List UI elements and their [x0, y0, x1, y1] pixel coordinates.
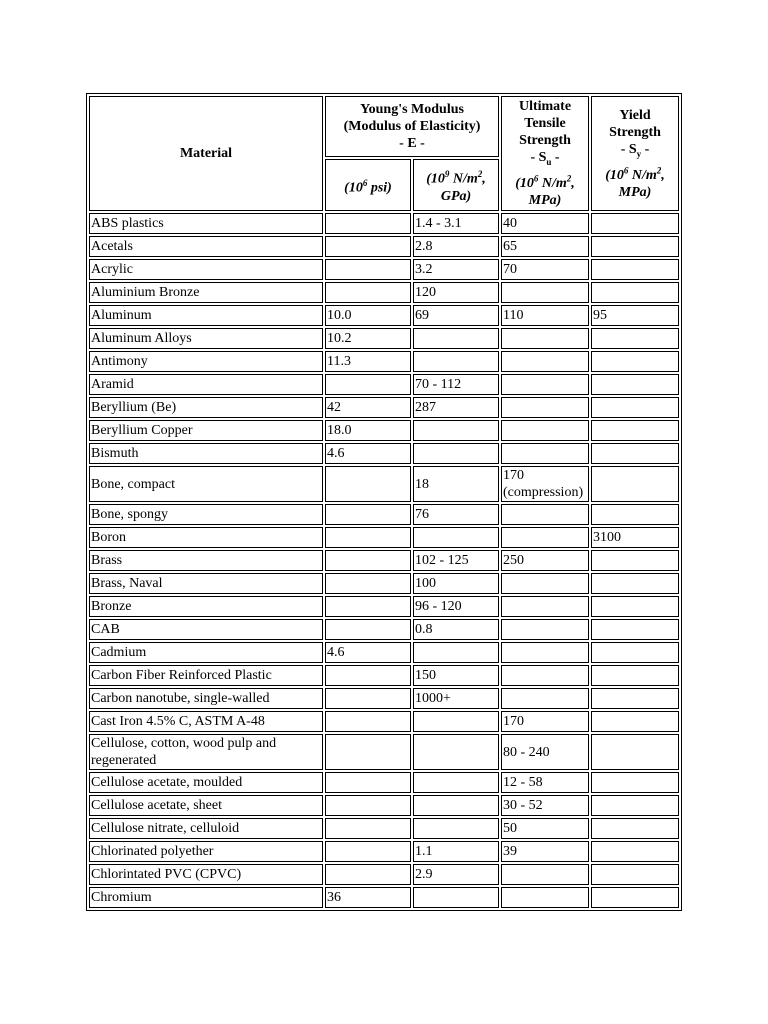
cell-ultimate-tensile-strength [501, 864, 589, 885]
cell-ultimate-tensile-strength: 30 - 52 [501, 795, 589, 816]
cell-yield-strength [591, 374, 679, 395]
table-row [89, 665, 679, 686]
cell-modulus-psi [325, 550, 411, 571]
cell-modulus-psi [325, 818, 411, 839]
table-row [89, 887, 679, 908]
table-row [89, 351, 679, 372]
cell-ultimate-tensile-strength [501, 688, 589, 709]
cell-modulus-psi [325, 795, 411, 816]
cell-material: Chlorintated PVC (CPVC) [89, 864, 323, 885]
cell-yield-strength [591, 397, 679, 418]
table-row [89, 282, 679, 303]
cell-ultimate-tensile-strength [501, 596, 589, 617]
cell-yield-strength [591, 772, 679, 793]
cell-yield-strength [591, 550, 679, 571]
cell-modulus-gpa: 1.1 [413, 841, 499, 862]
cell-modulus-gpa [413, 420, 499, 441]
cell-ultimate-tensile-strength: 39 [501, 841, 589, 862]
cell-yield-strength [591, 795, 679, 816]
cell-yield-strength [591, 351, 679, 372]
cell-material: Cadmium [89, 642, 323, 663]
cell-modulus-gpa: 76 [413, 504, 499, 525]
cell-modulus-psi [325, 841, 411, 862]
table-row [89, 772, 679, 793]
cell-modulus-psi: 11.3 [325, 351, 411, 372]
cell-material: Brass [89, 550, 323, 571]
cell-modulus-psi [325, 236, 411, 257]
cell-material: Aluminum Alloys [89, 328, 323, 349]
cell-modulus-psi: 42 [325, 397, 411, 418]
cell-modulus-gpa: 18 [413, 466, 499, 502]
cell-modulus-psi [325, 282, 411, 303]
cell-material: CAB [89, 619, 323, 640]
cell-ultimate-tensile-strength [501, 573, 589, 594]
cell-ultimate-tensile-strength [501, 420, 589, 441]
cell-yield-strength [591, 504, 679, 525]
cell-ultimate-tensile-strength: 170 (compression) [501, 466, 589, 502]
cell-modulus-gpa [413, 818, 499, 839]
cell-material: Cast Iron 4.5% C, ASTM A-48 [89, 711, 323, 732]
cell-modulus-gpa: 2.9 [413, 864, 499, 885]
cell-ultimate-tensile-strength [501, 665, 589, 686]
table-row [89, 374, 679, 395]
cell-modulus-gpa: 0.8 [413, 619, 499, 640]
header-youngs-modulus: Young's Modulus (Modulus of Elasticity) - E - [325, 96, 499, 157]
cell-ultimate-tensile-strength [501, 282, 589, 303]
cell-yield-strength: 3100 [591, 527, 679, 548]
cell-material: Bone, compact [89, 466, 323, 502]
cell-modulus-psi: 18.0 [325, 420, 411, 441]
cell-material: Carbon nanotube, single-walled [89, 688, 323, 709]
cell-yield-strength [591, 259, 679, 280]
cell-modulus-psi [325, 688, 411, 709]
cell-material: ABS plastics [89, 213, 323, 234]
cell-yield-strength [591, 328, 679, 349]
cell-modulus-gpa: 1000+ [413, 688, 499, 709]
cell-modulus-psi: 4.6 [325, 642, 411, 663]
cell-material: Cellulose acetate, moulded [89, 772, 323, 793]
cell-material: Boron [89, 527, 323, 548]
cell-ultimate-tensile-strength: 50 [501, 818, 589, 839]
table-row [89, 642, 679, 663]
cell-modulus-gpa: 287 [413, 397, 499, 418]
cell-material: Cellulose, cotton, wood pulp and regenerated [89, 734, 323, 770]
cell-material: Beryllium (Be) [89, 397, 323, 418]
cell-ultimate-tensile-strength [501, 504, 589, 525]
table-row [89, 550, 679, 571]
table-row [89, 711, 679, 732]
table-row [89, 795, 679, 816]
cell-modulus-gpa: 69 [413, 305, 499, 326]
cell-material: Cellulose acetate, sheet [89, 795, 323, 816]
cell-yield-strength [591, 711, 679, 732]
cell-yield-strength [591, 420, 679, 441]
cell-modulus-psi [325, 466, 411, 502]
cell-material: Bronze [89, 596, 323, 617]
table-row [89, 596, 679, 617]
cell-modulus-psi: 10.2 [325, 328, 411, 349]
table-row [89, 841, 679, 862]
cell-modulus-psi [325, 734, 411, 770]
cell-modulus-psi [325, 527, 411, 548]
cell-material: Acetals [89, 236, 323, 257]
materials-properties-table [86, 93, 682, 911]
cell-modulus-gpa [413, 772, 499, 793]
header-row-main [89, 96, 679, 157]
cell-ultimate-tensile-strength: 40 [501, 213, 589, 234]
cell-material: Carbon Fiber Reinforced Plastic [89, 665, 323, 686]
header-material: Material [89, 96, 323, 211]
header-psi: ($10^6$ psi) [325, 159, 411, 211]
cell-modulus-gpa: 100 [413, 573, 499, 594]
cell-yield-strength [591, 282, 679, 303]
cell-material: Brass, Naval [89, 573, 323, 594]
cell-yield-strength [591, 665, 679, 686]
cell-material: Bone, spongy [89, 504, 323, 525]
table-row [89, 864, 679, 885]
cell-ultimate-tensile-strength [501, 642, 589, 663]
cell-modulus-psi [325, 259, 411, 280]
cell-modulus-psi [325, 504, 411, 525]
cell-ultimate-tensile-strength [501, 374, 589, 395]
cell-modulus-psi [325, 665, 411, 686]
cell-yield-strength [591, 236, 679, 257]
cell-modulus-psi [325, 213, 411, 234]
cell-modulus-psi: 36 [325, 887, 411, 908]
cell-yield-strength [591, 688, 679, 709]
table-row [89, 305, 679, 326]
cell-modulus-gpa: 120 [413, 282, 499, 303]
cell-ultimate-tensile-strength: 12 - 58 [501, 772, 589, 793]
cell-modulus-psi [325, 711, 411, 732]
table-row [89, 397, 679, 418]
cell-yield-strength [591, 642, 679, 663]
table-row [89, 236, 679, 257]
cell-modulus-gpa [413, 795, 499, 816]
cell-modulus-gpa: 1.4 - 3.1 [413, 213, 499, 234]
cell-ultimate-tensile-strength [501, 619, 589, 640]
cell-ultimate-tensile-strength: 65 [501, 236, 589, 257]
cell-modulus-gpa: 96 - 120 [413, 596, 499, 617]
cell-modulus-gpa: 70 - 112 [413, 374, 499, 395]
cell-yield-strength [591, 818, 679, 839]
cell-yield-strength [591, 466, 679, 502]
cell-modulus-psi [325, 374, 411, 395]
cell-ultimate-tensile-strength: 250 [501, 550, 589, 571]
cell-ultimate-tensile-strength [501, 351, 589, 372]
cell-ultimate-tensile-strength [501, 887, 589, 908]
table-row [89, 573, 679, 594]
cell-modulus-gpa [413, 351, 499, 372]
cell-ultimate-tensile-strength [501, 443, 589, 464]
cell-modulus-gpa [413, 642, 499, 663]
cell-modulus-gpa: 102 - 125 [413, 550, 499, 571]
cell-material: Antimony [89, 351, 323, 372]
cell-yield-strength [591, 734, 679, 770]
cell-yield-strength [591, 443, 679, 464]
cell-modulus-psi [325, 772, 411, 793]
cell-modulus-psi [325, 864, 411, 885]
cell-ultimate-tensile-strength: 70 [501, 259, 589, 280]
cell-yield-strength [591, 841, 679, 862]
table-row [89, 443, 679, 464]
cell-modulus-psi: 10.0 [325, 305, 411, 326]
cell-ultimate-tensile-strength [501, 397, 589, 418]
table-row [89, 328, 679, 349]
table-row [89, 688, 679, 709]
cell-modulus-gpa: 3.2 [413, 259, 499, 280]
cell-yield-strength [591, 213, 679, 234]
cell-yield-strength [591, 619, 679, 640]
table-row [89, 213, 679, 234]
table-body [89, 213, 679, 908]
cell-yield-strength [591, 887, 679, 908]
cell-modulus-gpa [413, 443, 499, 464]
cell-material: Cellulose nitrate, celluloid [89, 818, 323, 839]
cell-material: Chromium [89, 887, 323, 908]
cell-modulus-gpa: 150 [413, 665, 499, 686]
cell-material: Chlorinated polyether [89, 841, 323, 862]
cell-modulus-gpa [413, 527, 499, 548]
cell-ultimate-tensile-strength [501, 328, 589, 349]
cell-modulus-psi [325, 596, 411, 617]
table-row [89, 734, 679, 770]
table-row [89, 818, 679, 839]
table-row [89, 527, 679, 548]
cell-material: Bismuth [89, 443, 323, 464]
cell-ultimate-tensile-strength: 80 - 240 [501, 734, 589, 770]
cell-yield-strength [591, 573, 679, 594]
cell-modulus-gpa [413, 711, 499, 732]
cell-material: Aluminum [89, 305, 323, 326]
cell-yield-strength: 95 [591, 305, 679, 326]
cell-material: Aluminium Bronze [89, 282, 323, 303]
cell-modulus-psi [325, 573, 411, 594]
table-row [89, 259, 679, 280]
cell-ultimate-tensile-strength: 170 [501, 711, 589, 732]
cell-modulus-psi [325, 619, 411, 640]
cell-material: Acrylic [89, 259, 323, 280]
header-ultimate-tensile-strength: Ultimate Tensile Strength - $S_u$ - ($10^6$ $N/m^2$, MPa) [501, 96, 589, 211]
header-yield-strength: Yield Strength - $S_y$ - ($10^6$ $N/m^2$, MPa) [591, 96, 679, 211]
cell-material: Beryllium Copper [89, 420, 323, 441]
table-row [89, 504, 679, 525]
cell-modulus-gpa [413, 734, 499, 770]
table-row [89, 466, 679, 502]
cell-ultimate-tensile-strength [501, 527, 589, 548]
table-row [89, 619, 679, 640]
cell-modulus-gpa [413, 887, 499, 908]
cell-yield-strength [591, 864, 679, 885]
cell-modulus-gpa [413, 328, 499, 349]
cell-ultimate-tensile-strength: 110 [501, 305, 589, 326]
cell-modulus-gpa: 2.8 [413, 236, 499, 257]
cell-yield-strength [591, 596, 679, 617]
table-row [89, 420, 679, 441]
cell-modulus-psi: 4.6 [325, 443, 411, 464]
cell-material: Aramid [89, 374, 323, 395]
header-gpa: ($10^9$ $N/m^2$, GPa) [413, 159, 499, 211]
